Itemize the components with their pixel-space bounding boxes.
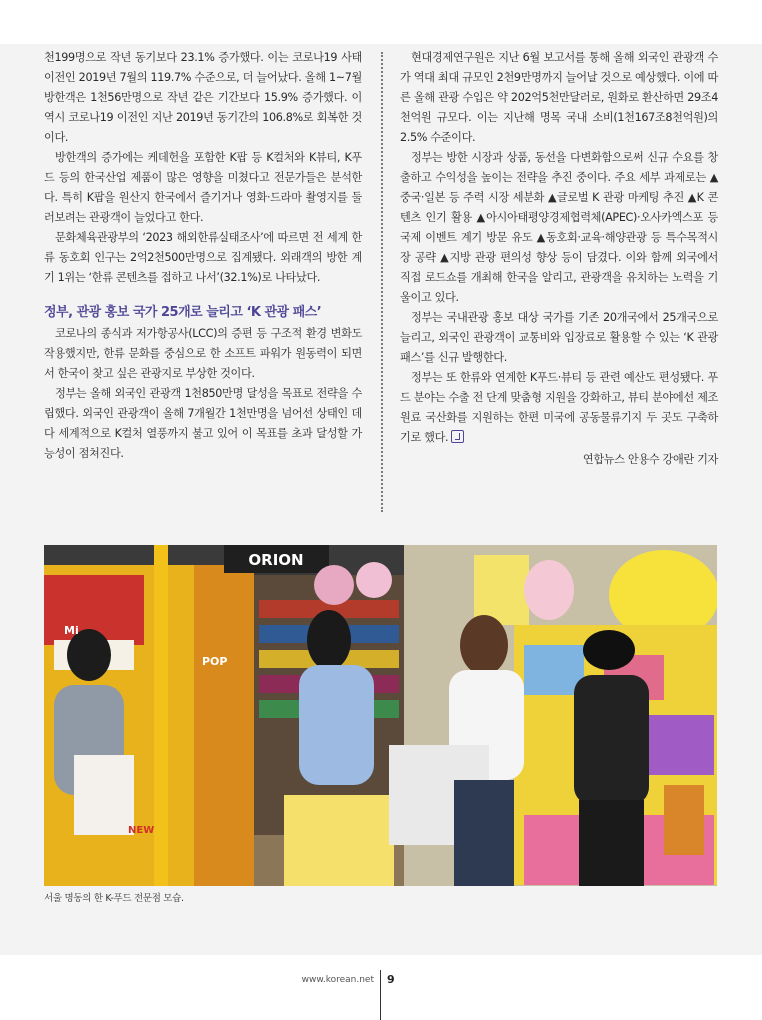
shelf-label-new: NEW [128,825,155,836]
orion-sign-text: ORION [248,551,304,569]
footer-separator [380,970,381,1020]
column-divider [381,52,383,512]
left-column [44,48,362,464]
right-paragraph-4-text: 정부는 또 한류와 연계한 K푸드·뷰티 등 관련 예산도 편성됐다. 푸드 분야는 수출 전 단계 맞춤형 지원을 강화하고, 뷰티 분야에선 제조원료 국산화를 지원하는 한편 미국에 공동물류기지 두 곳도 구축하기로 했다. [400,371,718,444]
page-footer [0,955,762,1020]
page-number: 9 [387,973,395,986]
left-paragraph-1: 천199명으로 작년 동기보다 23.1% 증가했다. 이는 코로나19 사태 이전인 2019년 7월의 119.7% 수준으로, 더 늘어났다. 올해 1~7월 방한객은 1천56만명으로 작년 같은 기간보다 15.9% 증가했다. 이 역시 코로나19 이전인 지난 2019년 동기간의 106.8%로 회복한 것이다. [44,51,362,144]
shelf-label-mi: Mi [64,624,79,637]
top-margin [0,0,762,44]
article-end-icon [451,430,464,443]
byline: 연합뉴스 안용수 강애란 기자 [582,453,718,466]
section-heading: 정부, 관광 홍보 국가 25개로 늘리고 ‘K 관광 패스’ [44,305,322,320]
right-paragraph-1: 현대경제연구원은 지난 6월 보고서를 통해 올해 외국인 관광객 수가 역대 최대 규모인 2천9만명까지 늘어날 것으로 예상했다. 이에 따른 올해 관광 수입은 약 202억5천만달러로, 원화로 환산하면 29조4천억원 규모다. 이는 지난해 명목 국내 소비(1천167조8천억원)의 2.5% 수준이다. [400,51,718,144]
left-paragraph-5: 정부는 올해 외국인 관광객 1천850만명 달성을 목표로 전략을 수립했다. 외국인 관광객이 올해 7개월간 1천만명을 넘어선 상태인 데다 세계적으로 K컬처 열풍까지 불고 있어 이 목표를 초과 달성할 가능성이 점쳐진다. [44,387,362,460]
shelf-label-pop: POP [202,655,228,668]
right-paragraph-2: 정부는 방한 시장과 상품, 동선을 다변화함으로써 신규 수요를 창출하고 수익성을 높이는 전략을 추진 중이다. 주요 세부 과제로는 ▲중국·일본 등 주력 시장 세분화 ▲글로벌 K 관광 마케팅 추진 ▲K 콘텐츠 인기 활용 ▲아시아태평양경제협력체(APEC)·오사카엑스포 등 국제 이벤트 계기 방문 유도 ▲동호회·교육·해양관광 등 특수목적시장 공략 ▲지방 관광 편의성 향상 등이 담겼다. 이와 함께 외국에서 직접 로드쇼를 개최해 한국을 알리고, 관광객을 유치하는 노력을 기울이고 있다. [400,151,718,304]
left-paragraph-2: 방한객의 증가에는 케데헌을 포함한 K팝 등 K컬처와 K뷰티, K푸드 등의 한국산업 제품이 많은 영향을 미쳤다고 전문가들은 분석한다. 특히 K팝을 원산지 한국에서 즐기거나 영화·드라마 촬영지를 둘러보려는 관광객이 늘었다고 한다. [44,151,362,224]
right-paragraph-3: 정부는 국내관광 홍보 대상 국가를 기존 20개국에서 25개국으로 늘리고, 외국인 관광객이 교통비와 입장료로 활용할 수 있는 ‘K 관광 패스’를 신규 발행한다. [400,311,718,364]
left-paragraph-3: 문화체육관광부의 ‘2023 해외한류실태조사’에 따르면 전 세계 한류 동호회 인구는 2억2천500만명으로 집계됐다. 외래객의 방한 계기 1위는 ‘한류 콘텐츠를 접하고 나서’(32.1%)로 나타났다. [44,231,362,284]
photo-caption: 서울 명동의 한 K-푸드 전문점 모습. [44,893,184,904]
store-photo [44,545,717,886]
footer-url[interactable]: www.korean.net [301,975,374,985]
left-paragraph-4: 코로나의 종식과 저가항공사(LCC)의 증편 등 구조적 환경 변화도 작용했지만, 한류 문화를 중심으로 한 소프트 파워가 원동력이 되면서 한국이 찾고 싶은 관광지로 부상한 것이다. [44,327,362,380]
right-column [400,48,718,470]
right-paragraph-4 [400,368,718,448]
